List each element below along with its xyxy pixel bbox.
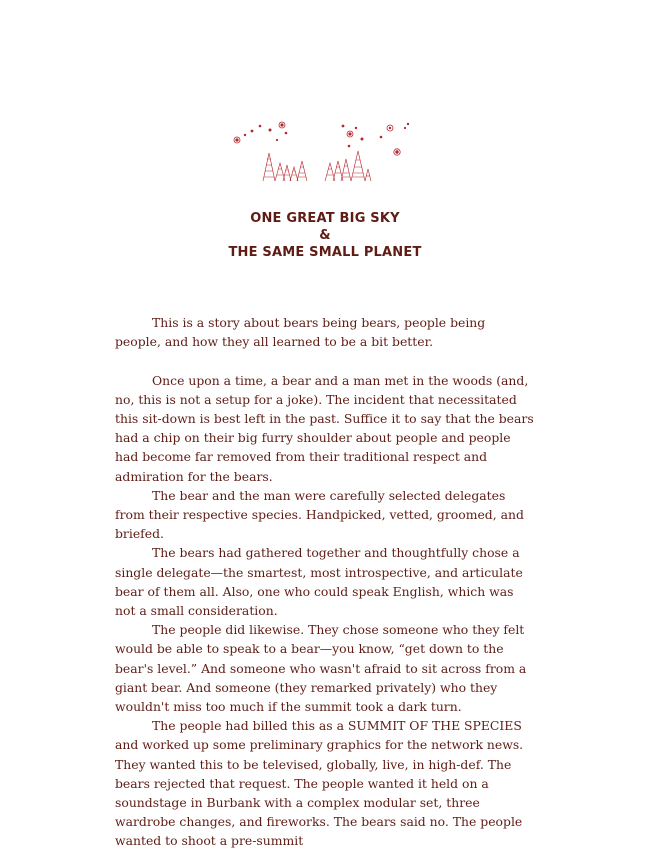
paragraph: Once upon a time, a bear and a man met in the woods (and, no, this is not a setup for a joke). The incident that necessitated this sit-down is best left in the past. Suffice it to say that the bears had a chip on their big furry shoulder about people and people had become far removed from their traditional respect and admiration for the bears. bbox=[115, 372, 534, 484]
paragraph: The bear and the man were carefully selected delegates from their respective species. Handpicked, vetted, groomed, and briefed. bbox=[115, 487, 524, 542]
stars-and-pine-trees-icon bbox=[225, 115, 425, 190]
title-line-1: ONE GREAT BIG SKY bbox=[250, 211, 400, 226]
paragraph: This is a story about bears being bears, people being people, and how they all learned to be a bit better. bbox=[115, 315, 486, 350]
paragraph: The people did likewise. They chose someone who they felt would be able to speak to a bear—you know, “get down to the bear's level.” And someone who wasn't afraid to sit across from a giant bear. And someone (they remarked privately) who they wouldn't miss too much if the summit took a dark turn. bbox=[115, 622, 527, 715]
paragraph: The bears had gathered together and thoughtfully chose a single delegate—the smartest, most introspective, and articulate bear of them all. Also, one who could speak English, which was not a small consideration. bbox=[115, 545, 523, 619]
title-line-2: THE SAME SMALL PLANET bbox=[228, 245, 422, 260]
paragraph: The people had billed this as a SUMMIT OF THE SPECIES and worked up some preliminary graphics for the network news. They wanted this to be televised, globally, live, in high-def. The bears rejected that request. The people wanted it held on a soundstage in Burbank with a complex modular set, three wardrobe changes, and fireworks. The bears said no. The people wanted to shoot a pre-summit bbox=[115, 718, 524, 849]
story-body bbox=[115, 313, 535, 851]
title-ampersand: & bbox=[319, 228, 331, 243]
